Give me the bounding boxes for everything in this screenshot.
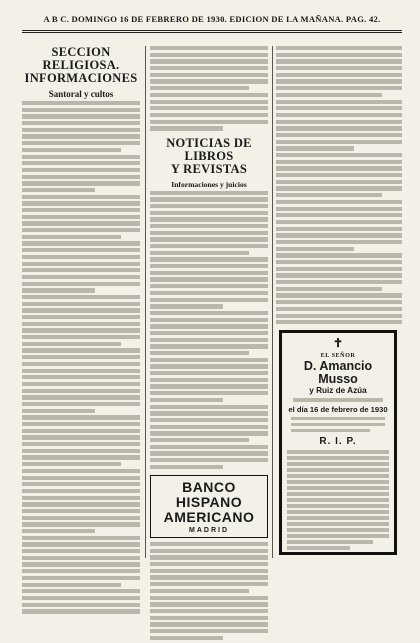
bank-city: MADRID	[189, 527, 229, 535]
column-books-section	[150, 46, 268, 643]
column-separator-2	[272, 46, 273, 558]
section-title-line2: INFORMACIONES	[24, 71, 138, 85]
article-body-top	[150, 46, 268, 131]
section-title-line1: SECCION RELIGIOSA.	[42, 46, 120, 72]
page-header: A B C. DOMINGO 16 DE FEBRERO DE 1930. EDICION DE LA MAÑANA. PAG. 42.	[43, 14, 381, 24]
obituary-name: D. Amancio Musso	[303, 359, 373, 386]
obituary-surname: y Ruiz de Azúa	[309, 386, 367, 395]
bank-advertisement	[150, 475, 268, 538]
cross-icon: ✝	[332, 336, 344, 350]
header-rule-2	[22, 32, 402, 33]
obituary-text-3	[287, 450, 389, 549]
obituary-text-1	[293, 398, 383, 402]
article-body	[22, 101, 140, 614]
obituary-honorific: EL SEÑOR	[320, 352, 356, 359]
books-title-line1: NOTICIAS DE LIBROS	[166, 135, 252, 163]
section-subtitle: Santoral y cultos	[48, 89, 114, 99]
bank-name-line1: BANCO HISPANO	[175, 479, 243, 511]
obituary-date: el día 16 de febrero de 1930	[288, 404, 388, 414]
bank-name-line2: AMERICANO	[163, 509, 255, 526]
article-body-bottom	[150, 542, 268, 640]
header-rule	[22, 30, 402, 31]
article-body-col3	[276, 46, 402, 326]
article-body-books	[150, 191, 268, 469]
column-religious-section	[22, 46, 140, 617]
books-subtitle: Informaciones y juicios	[171, 179, 247, 189]
books-section-title	[150, 137, 268, 176]
column-separator-1	[145, 46, 146, 558]
books-title-line2: Y REVISTAS	[170, 161, 248, 176]
section-title	[22, 46, 140, 85]
column-misc	[276, 46, 402, 326]
obituary-text-2	[291, 417, 385, 433]
obituary-notice	[279, 330, 397, 555]
obituary-rip: R. I. P.	[319, 436, 357, 448]
